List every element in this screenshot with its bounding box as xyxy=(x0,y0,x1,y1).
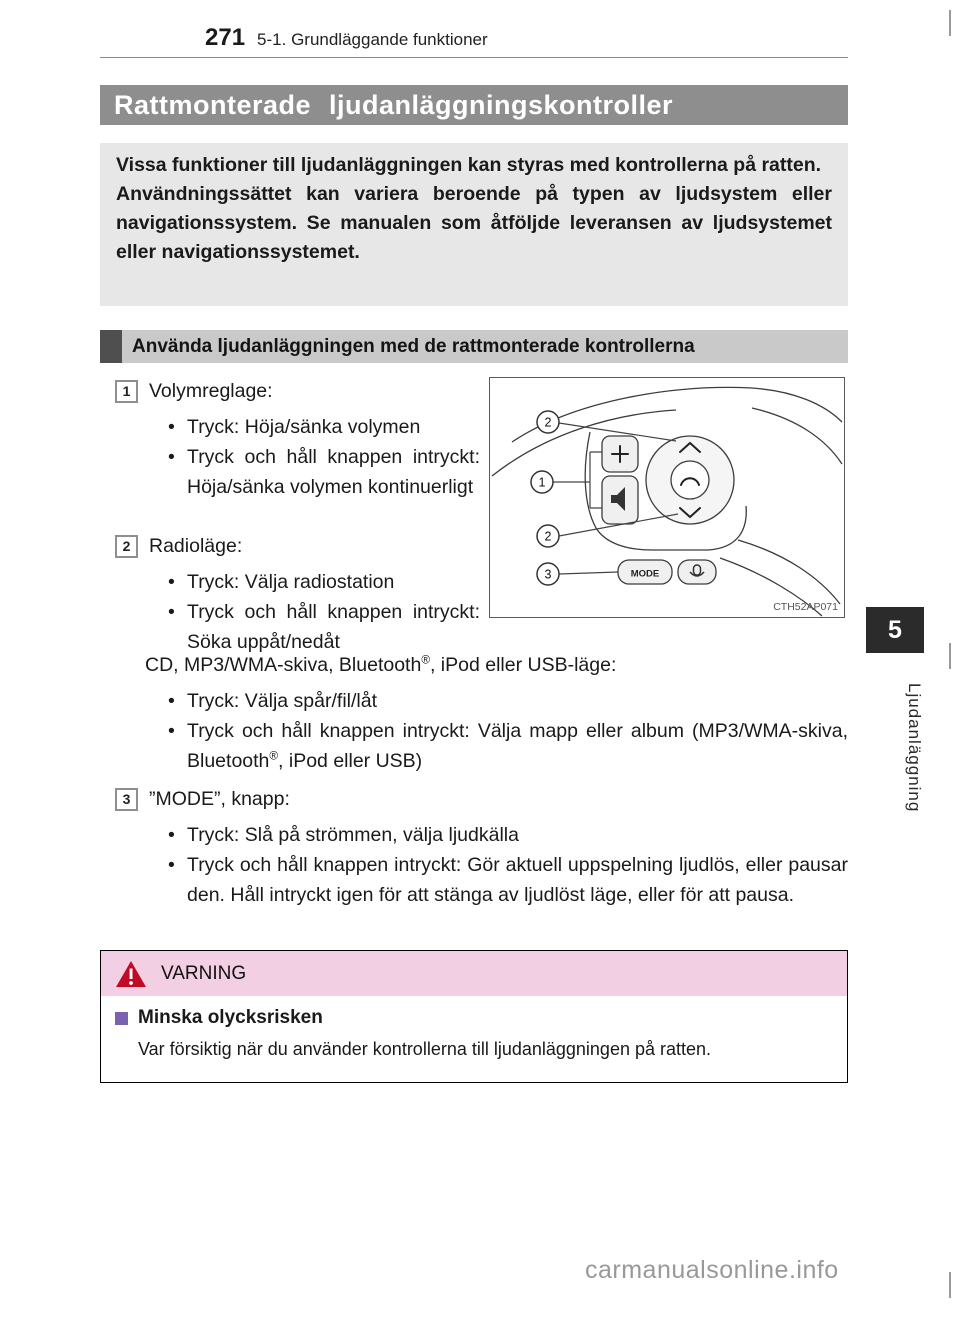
bullet-list xyxy=(115,412,480,502)
page-number: 271 xyxy=(205,24,246,51)
bullet-text-segment: Tryck och håll knappen intryckt: Välja mapp eller album (MP3/WMA-skiva, Bluetooth xyxy=(187,720,848,772)
bullet-text: Tryck: Välja spår/fil/låt xyxy=(187,690,377,712)
warning-text: Var försiktig när du använder kontrollerna till ljudanläggningen på ratten. xyxy=(138,1039,712,1059)
intro-paragraph-1: Vissa funktioner till ljudanläggningen kan styras med kontrollerna på ratten. xyxy=(116,154,822,176)
numbered-badge-2: 2 xyxy=(115,535,138,558)
bullet-text xyxy=(187,716,848,776)
section-breadcrumb: 5-1. Grundläggande funktioner xyxy=(257,30,488,49)
bullet-item xyxy=(168,567,480,597)
bullet-marker: • xyxy=(168,416,175,438)
phone-button xyxy=(671,461,709,499)
bullet-marker: • xyxy=(168,720,175,742)
mode-button-label: MODE xyxy=(630,568,660,580)
bullet-item xyxy=(168,686,848,716)
bullet-marker: • xyxy=(168,446,175,468)
warning-header-label: VARNING xyxy=(161,962,247,984)
bullet-item xyxy=(168,442,480,502)
bullet-item xyxy=(168,850,848,910)
item-title: ”MODE”, knapp: xyxy=(149,788,290,810)
callout-bracket-1 xyxy=(553,452,602,508)
callout-number: 2 xyxy=(544,415,552,430)
list-item-mode xyxy=(115,784,848,910)
square-bullet-icon xyxy=(115,1012,128,1025)
bullet-marker: • xyxy=(168,824,175,846)
list-item-volume xyxy=(115,376,480,502)
figure-code: CTH52AP071 xyxy=(773,601,838,613)
media-mode-block xyxy=(145,650,848,776)
wheel-rim-outer xyxy=(512,387,842,442)
numbered-badge-3: 3 xyxy=(115,788,138,811)
section-heading-accent xyxy=(100,330,122,363)
wheel-rim-right xyxy=(752,408,842,464)
chapter-tab: 5 xyxy=(866,607,924,653)
registered-mark: ® xyxy=(269,749,279,763)
callout-number: 3 xyxy=(544,567,552,582)
crop-mark xyxy=(949,1272,951,1298)
bullet-item xyxy=(168,716,848,776)
media-mode-title-text: , iPod eller USB-läge: xyxy=(429,654,617,676)
bullet-item xyxy=(168,597,480,657)
media-mode-title-text: CD, MP3/WMA-skiva, Bluetooth xyxy=(145,654,422,676)
bullet-text: Tryck och håll knappen intryckt: Höja/sänka volymen kontinuerligt xyxy=(187,446,480,498)
item-head xyxy=(115,376,480,406)
item-title: Radioläge: xyxy=(149,535,243,557)
media-mode-title xyxy=(145,650,848,680)
intro-paragraph-2: Användningssättet kan variera beroende på typen av ljudsystem eller navigationssystem. Se manualen som åtföljde leveransen av ljudsystemet eller navigationssystemet. xyxy=(116,183,832,263)
bullet-marker: • xyxy=(168,690,175,712)
bullet-text: Tryck: Höja/sänka volymen xyxy=(187,416,421,438)
warning-heading-row xyxy=(115,1007,831,1029)
warning-body xyxy=(101,996,847,1062)
bullet-list xyxy=(115,567,480,657)
bullet-text: Tryck: Slå på strömmen, välja ljudkälla xyxy=(187,824,519,846)
bullet-text: Tryck: Välja radiostation xyxy=(187,571,395,593)
page-header xyxy=(205,24,488,52)
callout-number: 1 xyxy=(538,475,546,490)
bullet-item xyxy=(168,412,480,442)
watermark: carmanualsonline.info xyxy=(585,1256,839,1284)
bullet-text-segment: , iPod eller USB) xyxy=(278,750,423,772)
item-head xyxy=(115,531,480,561)
bullet-list xyxy=(145,686,848,776)
bullet-text: Tryck och håll knappen intryckt: Gör aktuell uppspelning ljudlös, eller pausar den. Håll intryckt igen för att stänga av ljudlöst läge, eller för att pausa. xyxy=(187,854,848,906)
item-title: Volymreglage: xyxy=(149,380,273,402)
bullet-text: Tryck och håll knappen intryckt: Söka uppåt/nedåt xyxy=(187,601,480,653)
list-item-radio xyxy=(115,531,480,657)
callout-number: 2 xyxy=(544,529,552,544)
warning-heading: Minska olycksrisken xyxy=(138,1007,323,1028)
steering-wheel-illustration xyxy=(490,378,844,617)
figure-steering-wheel-controls xyxy=(489,377,845,618)
item-head xyxy=(115,784,848,814)
warning-icon xyxy=(114,959,148,989)
section-heading: Använda ljudanläggningen med de rattmonterade kontrollerna xyxy=(122,330,848,363)
warning-box xyxy=(100,950,848,1083)
chapter-vertical-label: Ljudanläggning xyxy=(905,682,924,813)
bullet-marker: • xyxy=(168,601,175,623)
intro-box xyxy=(100,143,848,306)
bullet-marker: • xyxy=(168,571,175,593)
registered-mark: ® xyxy=(421,653,430,667)
page-title: Rattmonterade ljudanläggningskontroller xyxy=(100,85,848,125)
bullet-marker: • xyxy=(168,854,175,876)
numbered-badge-1: 1 xyxy=(115,380,138,403)
crop-mark xyxy=(949,10,951,36)
bullet-item xyxy=(168,820,848,850)
crop-mark xyxy=(949,643,951,669)
bullet-list xyxy=(115,820,848,910)
figure-callouts xyxy=(531,411,559,585)
callout-leader-3 xyxy=(559,572,618,574)
section-heading-bar xyxy=(100,330,848,363)
warning-header xyxy=(101,951,847,996)
voice-button xyxy=(678,560,716,584)
header-divider xyxy=(100,57,848,58)
